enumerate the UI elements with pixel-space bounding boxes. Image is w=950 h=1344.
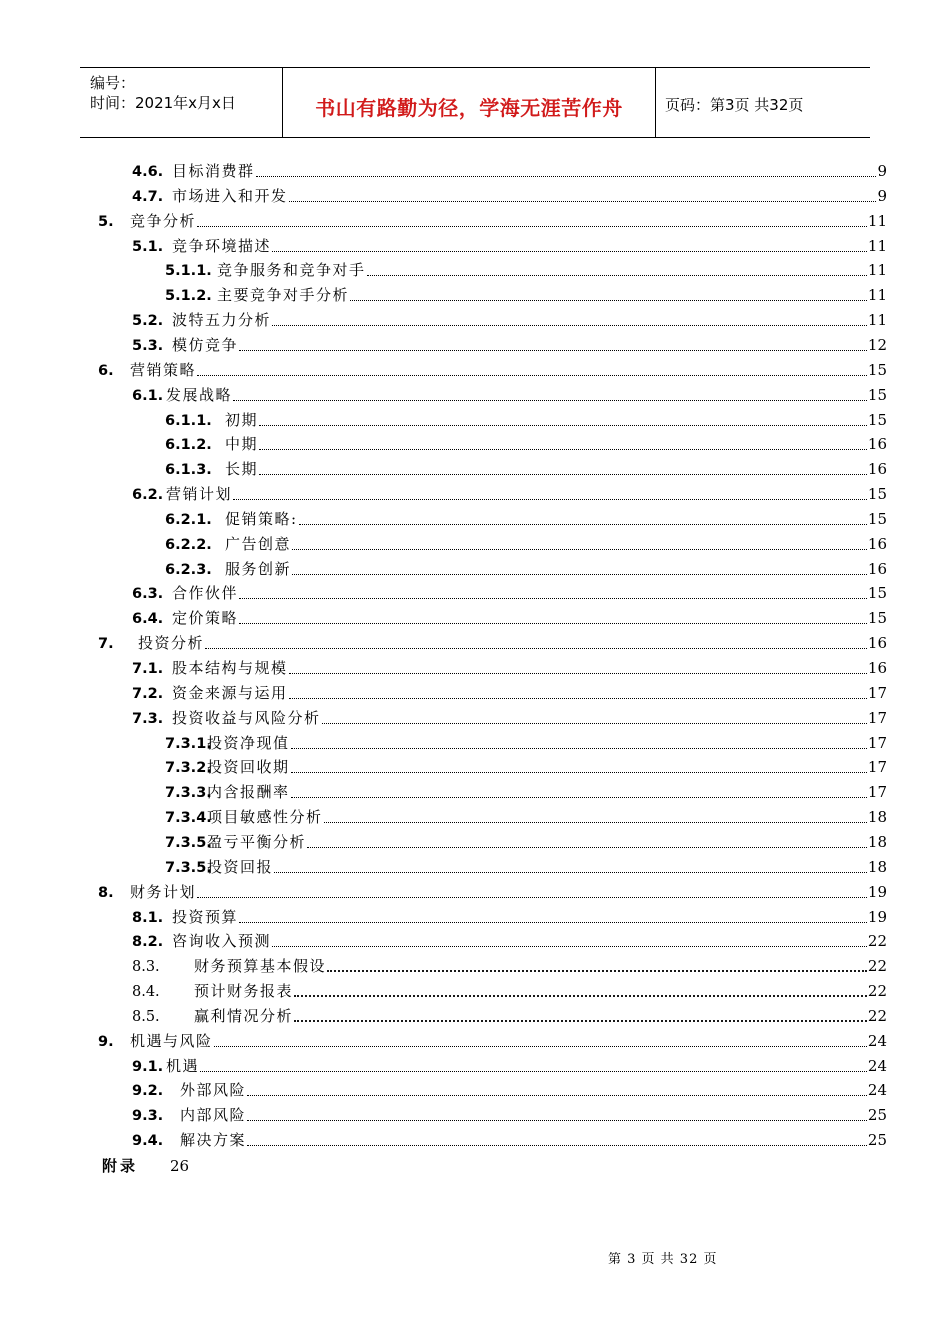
appendix-entry[interactable]: [102, 1155, 189, 1176]
dot-leader: [200, 1070, 867, 1072]
toc-entry[interactable]: [132, 607, 887, 629]
dot-leader: [294, 1019, 867, 1022]
toc-entry-page: 17: [867, 758, 887, 777]
time-label: 时间：2021年x月x日: [90, 94, 236, 112]
toc-entry[interactable]: [132, 384, 887, 406]
dot-leader: [274, 871, 867, 873]
toc-entry-title: 内含报酬率: [207, 783, 290, 802]
toc-entry[interactable]: [132, 1079, 887, 1101]
toc-entry[interactable]: [165, 558, 887, 580]
toc-entry-title: 市场进入和开发: [172, 186, 288, 205]
toc-entry-page: 22: [867, 957, 887, 976]
header-page-cell: [655, 68, 870, 137]
toc-entry-number: 6.2.: [132, 487, 164, 504]
toc-entry-title: 营销策略: [130, 360, 197, 379]
toc-entry-title: 初期: [225, 410, 259, 429]
toc-entry-title: 服务创新: [225, 559, 292, 578]
toc-entry-number: 7.3.5.: [165, 834, 212, 851]
dot-leader: [289, 672, 867, 674]
toc-entry-page: 24: [867, 1031, 887, 1050]
dot-leader: [307, 846, 867, 848]
toc-entry-title: 竞争分析: [130, 211, 197, 230]
toc-entry-page: 25: [867, 1131, 887, 1150]
toc-entry-number: 7.3.4.: [165, 810, 212, 827]
toc-entry[interactable]: [132, 582, 887, 604]
toc-entry-page: 11: [867, 236, 887, 255]
dot-leader: [233, 498, 867, 500]
toc-entry[interactable]: [132, 657, 887, 679]
toc-entry-number: 6.1.: [132, 387, 164, 404]
toc-entry-number: 5.1.: [132, 238, 164, 255]
dot-leader: [299, 523, 867, 525]
page-footer: 第 3 页 共 32 页: [608, 1252, 718, 1267]
toc-entry[interactable]: [132, 955, 887, 977]
toc-entry-number: 6.1.3.: [165, 462, 212, 479]
appendix-label: 附录: [102, 1157, 139, 1175]
toc-entry[interactable]: [132, 1055, 887, 1077]
dot-leader: [247, 1094, 867, 1096]
toc-entry[interactable]: [132, 930, 887, 952]
toc-entry-page: 17: [867, 708, 887, 727]
toc-entry-title: 合作伙伴: [172, 584, 239, 603]
toc-entry-number: 7.3.2.: [165, 760, 212, 777]
page-number-label: 页码：第3页 共32页: [665, 96, 804, 114]
toc-entry-number: 8.: [98, 884, 114, 901]
dot-leader: [367, 274, 867, 276]
toc-entry-page: 19: [867, 907, 887, 926]
toc-entry[interactable]: [132, 309, 887, 331]
toc-entry-title: 解决方案: [180, 1131, 247, 1150]
toc-entry[interactable]: [132, 235, 887, 257]
toc-entry-title: 营销计划: [166, 485, 233, 504]
dot-leader: [259, 473, 867, 475]
dot-leader: [239, 349, 867, 351]
dot-leader: [324, 821, 867, 823]
toc-entry-title: 竞争环境描述: [172, 236, 272, 255]
toc-entry[interactable]: [132, 160, 887, 182]
dot-leader: [205, 647, 867, 649]
toc-entry-number: 7.3.5.: [165, 859, 212, 876]
toc-entry-number: 9.1.: [132, 1058, 164, 1075]
toc-entry-title: 长期: [225, 460, 259, 479]
toc-entry-number: 8.4.: [132, 984, 160, 1001]
toc-entry-page: 11: [867, 286, 887, 305]
toc-entry-number: 6.: [98, 362, 114, 379]
toc-entry-page: 15: [867, 485, 887, 504]
toc-entry-page: 19: [867, 882, 887, 901]
toc-entry[interactable]: [132, 483, 887, 505]
toc-entry-number: 8.1.: [132, 909, 164, 926]
toc-entry-page: 16: [867, 559, 887, 578]
toc-entry-number: 6.3.: [132, 586, 164, 603]
header-info-cell: [80, 68, 282, 137]
toc-entry[interactable]: [132, 980, 887, 1002]
toc-entry[interactable]: [132, 707, 887, 729]
toc-entry-title: 财务预算基本假设: [194, 957, 327, 976]
toc-entry-page: 12: [867, 335, 887, 354]
toc-entry-page: 15: [867, 385, 887, 404]
toc-entry-page: 17: [867, 683, 887, 702]
dot-leader: [247, 1119, 867, 1121]
toc-entry-title: 目标消费群: [172, 162, 255, 180]
toc-entry[interactable]: [132, 185, 887, 207]
toc-entry-page: 11: [867, 311, 887, 330]
toc-entry[interactable]: [165, 284, 887, 306]
toc-entry-page: 15: [867, 609, 887, 628]
toc-entry-title: 促销策略:: [225, 509, 298, 528]
toc-entry[interactable]: [165, 831, 887, 853]
toc-entry-page: 18: [867, 832, 887, 851]
dot-leader: [292, 573, 867, 575]
toc-entry[interactable]: [98, 881, 887, 903]
toc-entry-title: 投资分析: [138, 634, 205, 653]
toc-entry[interactable]: [165, 259, 887, 281]
toc-entry[interactable]: [165, 533, 887, 555]
dot-leader: [239, 921, 867, 923]
toc-entry-title: 内部风险: [180, 1106, 247, 1125]
toc-entry-title: 外部风险: [180, 1081, 247, 1100]
toc-entry-title: 竞争服务和竞争对手: [217, 261, 366, 280]
dot-leader: [350, 299, 867, 301]
toc-entry-page: 9: [877, 186, 887, 205]
toc-entry-number: 5.: [98, 213, 114, 230]
toc-entry-number: 7.2.: [132, 685, 164, 702]
dot-leader: [289, 200, 877, 202]
toc-entry-page: 22: [867, 982, 887, 1001]
toc-entry[interactable]: [132, 1104, 887, 1126]
toc-entry-page: 24: [867, 1081, 887, 1100]
toc-entry-number: 9.: [98, 1033, 114, 1050]
appendix-page: 26: [170, 1157, 190, 1175]
toc-entry-title: 机遇与风险: [130, 1031, 213, 1050]
dot-leader: [292, 548, 867, 550]
toc-entry[interactable]: [165, 781, 887, 803]
toc-entry-number: 7.: [98, 636, 114, 653]
toc-entry-title: 投资回报: [207, 857, 274, 876]
toc-entry-number: 5.2.: [132, 313, 164, 330]
toc-entry-title: 投资收益与风险分析: [172, 708, 321, 727]
dot-leader: [197, 225, 867, 227]
dot-leader: [256, 175, 877, 177]
toc-entry-page: 22: [867, 1006, 887, 1025]
dot-leader: [327, 969, 867, 972]
toc-entry-number: 7.1.: [132, 661, 164, 677]
motto-text: 书山有路勤为径，学海无涯苦作舟: [315, 96, 623, 120]
toc-entry-page: 16: [867, 534, 887, 553]
dot-leader: [197, 896, 867, 898]
dot-leader: [239, 622, 867, 624]
toc-entry-number: 9.4.: [132, 1133, 164, 1150]
toc-entry-page: 16: [867, 435, 887, 454]
toc-entry-title: 主要竞争对手分析: [217, 286, 350, 305]
toc-entry-page: 11: [867, 261, 887, 280]
dot-leader: [272, 250, 867, 252]
toc-entry-number: 6.4.: [132, 611, 164, 628]
toc-entry-page: 15: [867, 360, 887, 379]
toc-entry[interactable]: [98, 359, 887, 381]
toc-entry-title: 盈亏平衡分析: [207, 832, 307, 851]
toc-entry-page: 15: [867, 410, 887, 429]
toc-entry-title: 投资净现值: [207, 733, 290, 752]
toc-entry[interactable]: [98, 210, 887, 232]
toc-entry-title: 项目敏感性分析: [207, 808, 323, 827]
toc-entry-title: 广告创意: [225, 534, 292, 553]
toc-entry[interactable]: [165, 856, 887, 878]
toc-entry-page: 9: [877, 162, 887, 180]
toc-entry-title: 投资回收期: [207, 758, 290, 777]
toc-entry[interactable]: [165, 433, 887, 455]
page-header: [80, 67, 870, 138]
toc-entry-title: 咨询收入预测: [172, 932, 272, 951]
toc-entry-number: 9.2.: [132, 1083, 164, 1100]
toc-entry[interactable]: [165, 756, 887, 778]
dot-leader: [272, 324, 867, 326]
toc-entry-number: 7.3.: [132, 710, 164, 727]
toc-entry-number: 8.2.: [132, 934, 164, 951]
toc-entry-title: 财务计划: [130, 882, 197, 901]
toc-entry[interactable]: [165, 806, 887, 828]
toc-entry-number: 7.3.3.: [165, 785, 212, 802]
dot-leader: [247, 1144, 867, 1146]
toc-entry-title: 资金来源与运用: [172, 683, 288, 702]
toc-entry-number: 8.3.: [132, 959, 160, 976]
toc-entry[interactable]: [132, 1005, 887, 1027]
dot-leader: [233, 399, 867, 401]
dot-leader: [291, 747, 867, 749]
toc-entry-title: 发展战略: [166, 385, 233, 404]
toc-entry-number: 6.2.1.: [165, 511, 212, 528]
toc-entry-title: 机遇: [166, 1056, 200, 1075]
dot-leader: [294, 994, 867, 997]
toc-entry-number: 9.3.: [132, 1108, 164, 1125]
toc-entry-number: 6.1.2.: [165, 437, 212, 454]
dot-leader: [197, 374, 867, 376]
toc-entry-number: 6.2.3.: [165, 561, 212, 578]
toc-entry-page: 22: [867, 932, 887, 951]
dot-leader: [259, 448, 867, 450]
toc-entry[interactable]: [165, 732, 887, 754]
dot-leader: [272, 945, 867, 947]
toc-entry[interactable]: [165, 508, 887, 530]
dot-leader: [289, 697, 867, 699]
toc-entry-title: 赢利情况分析: [194, 1006, 294, 1025]
toc-entry-title: 投资预算: [172, 907, 239, 926]
toc-entry-number: 6.2.2.: [165, 536, 212, 553]
toc-entry-page: 24: [867, 1056, 887, 1075]
toc-entry-number: 4.7.: [132, 188, 164, 205]
toc-entry-number: 4.6.: [132, 164, 164, 180]
toc-entry-title: 模仿竞争: [172, 335, 239, 354]
dot-leader: [214, 1045, 867, 1047]
toc-entry-page: 11: [867, 211, 887, 230]
toc-entry-page: 15: [867, 584, 887, 603]
dot-leader: [239, 597, 867, 599]
dot-leader: [291, 771, 867, 773]
toc-entry-page: 16: [867, 460, 887, 479]
toc-entry-page: 25: [867, 1106, 887, 1125]
dot-leader: [322, 722, 867, 724]
toc-entry-page: 15: [867, 509, 887, 528]
toc-entry-number: 5.1.2.: [165, 288, 212, 305]
toc-entry-page: 18: [867, 857, 887, 876]
toc-entry-title: 股本结构与规模: [172, 659, 288, 677]
toc-entry-title: 中期: [225, 435, 259, 454]
toc-entry-title: 波特五力分析: [172, 311, 272, 330]
code-label: 编号：: [90, 74, 136, 92]
toc-entry-number: 7.3.1.: [165, 735, 212, 752]
toc-entry-page: 17: [867, 783, 887, 802]
toc-entry[interactable]: [132, 1129, 887, 1151]
toc-entry-number: 5.3.: [132, 337, 164, 354]
toc-entry[interactable]: [98, 632, 887, 654]
toc-entry-page: 18: [867, 808, 887, 827]
toc-entry-title: 预计财务报表: [194, 982, 294, 1001]
toc-entry[interactable]: [132, 682, 887, 704]
toc-entry[interactable]: [165, 458, 887, 480]
toc-entry-number: 6.1.1.: [165, 412, 212, 429]
toc-entry[interactable]: [165, 409, 887, 431]
toc-entry[interactable]: [132, 906, 887, 928]
toc-entry-page: 17: [867, 733, 887, 752]
header-motto-cell: [282, 68, 656, 137]
toc-entry-number: 8.5.: [132, 1008, 160, 1025]
toc-entry-page: 16: [867, 634, 887, 653]
toc-entry-title: 定价策略: [172, 609, 239, 628]
toc-entry-number: 5.1.1.: [165, 263, 212, 280]
dot-leader: [291, 796, 867, 798]
toc-entry[interactable]: [132, 334, 887, 356]
toc-entry-page: 16: [867, 659, 887, 677]
toc-entry[interactable]: [98, 1030, 887, 1052]
dot-leader: [259, 424, 867, 426]
